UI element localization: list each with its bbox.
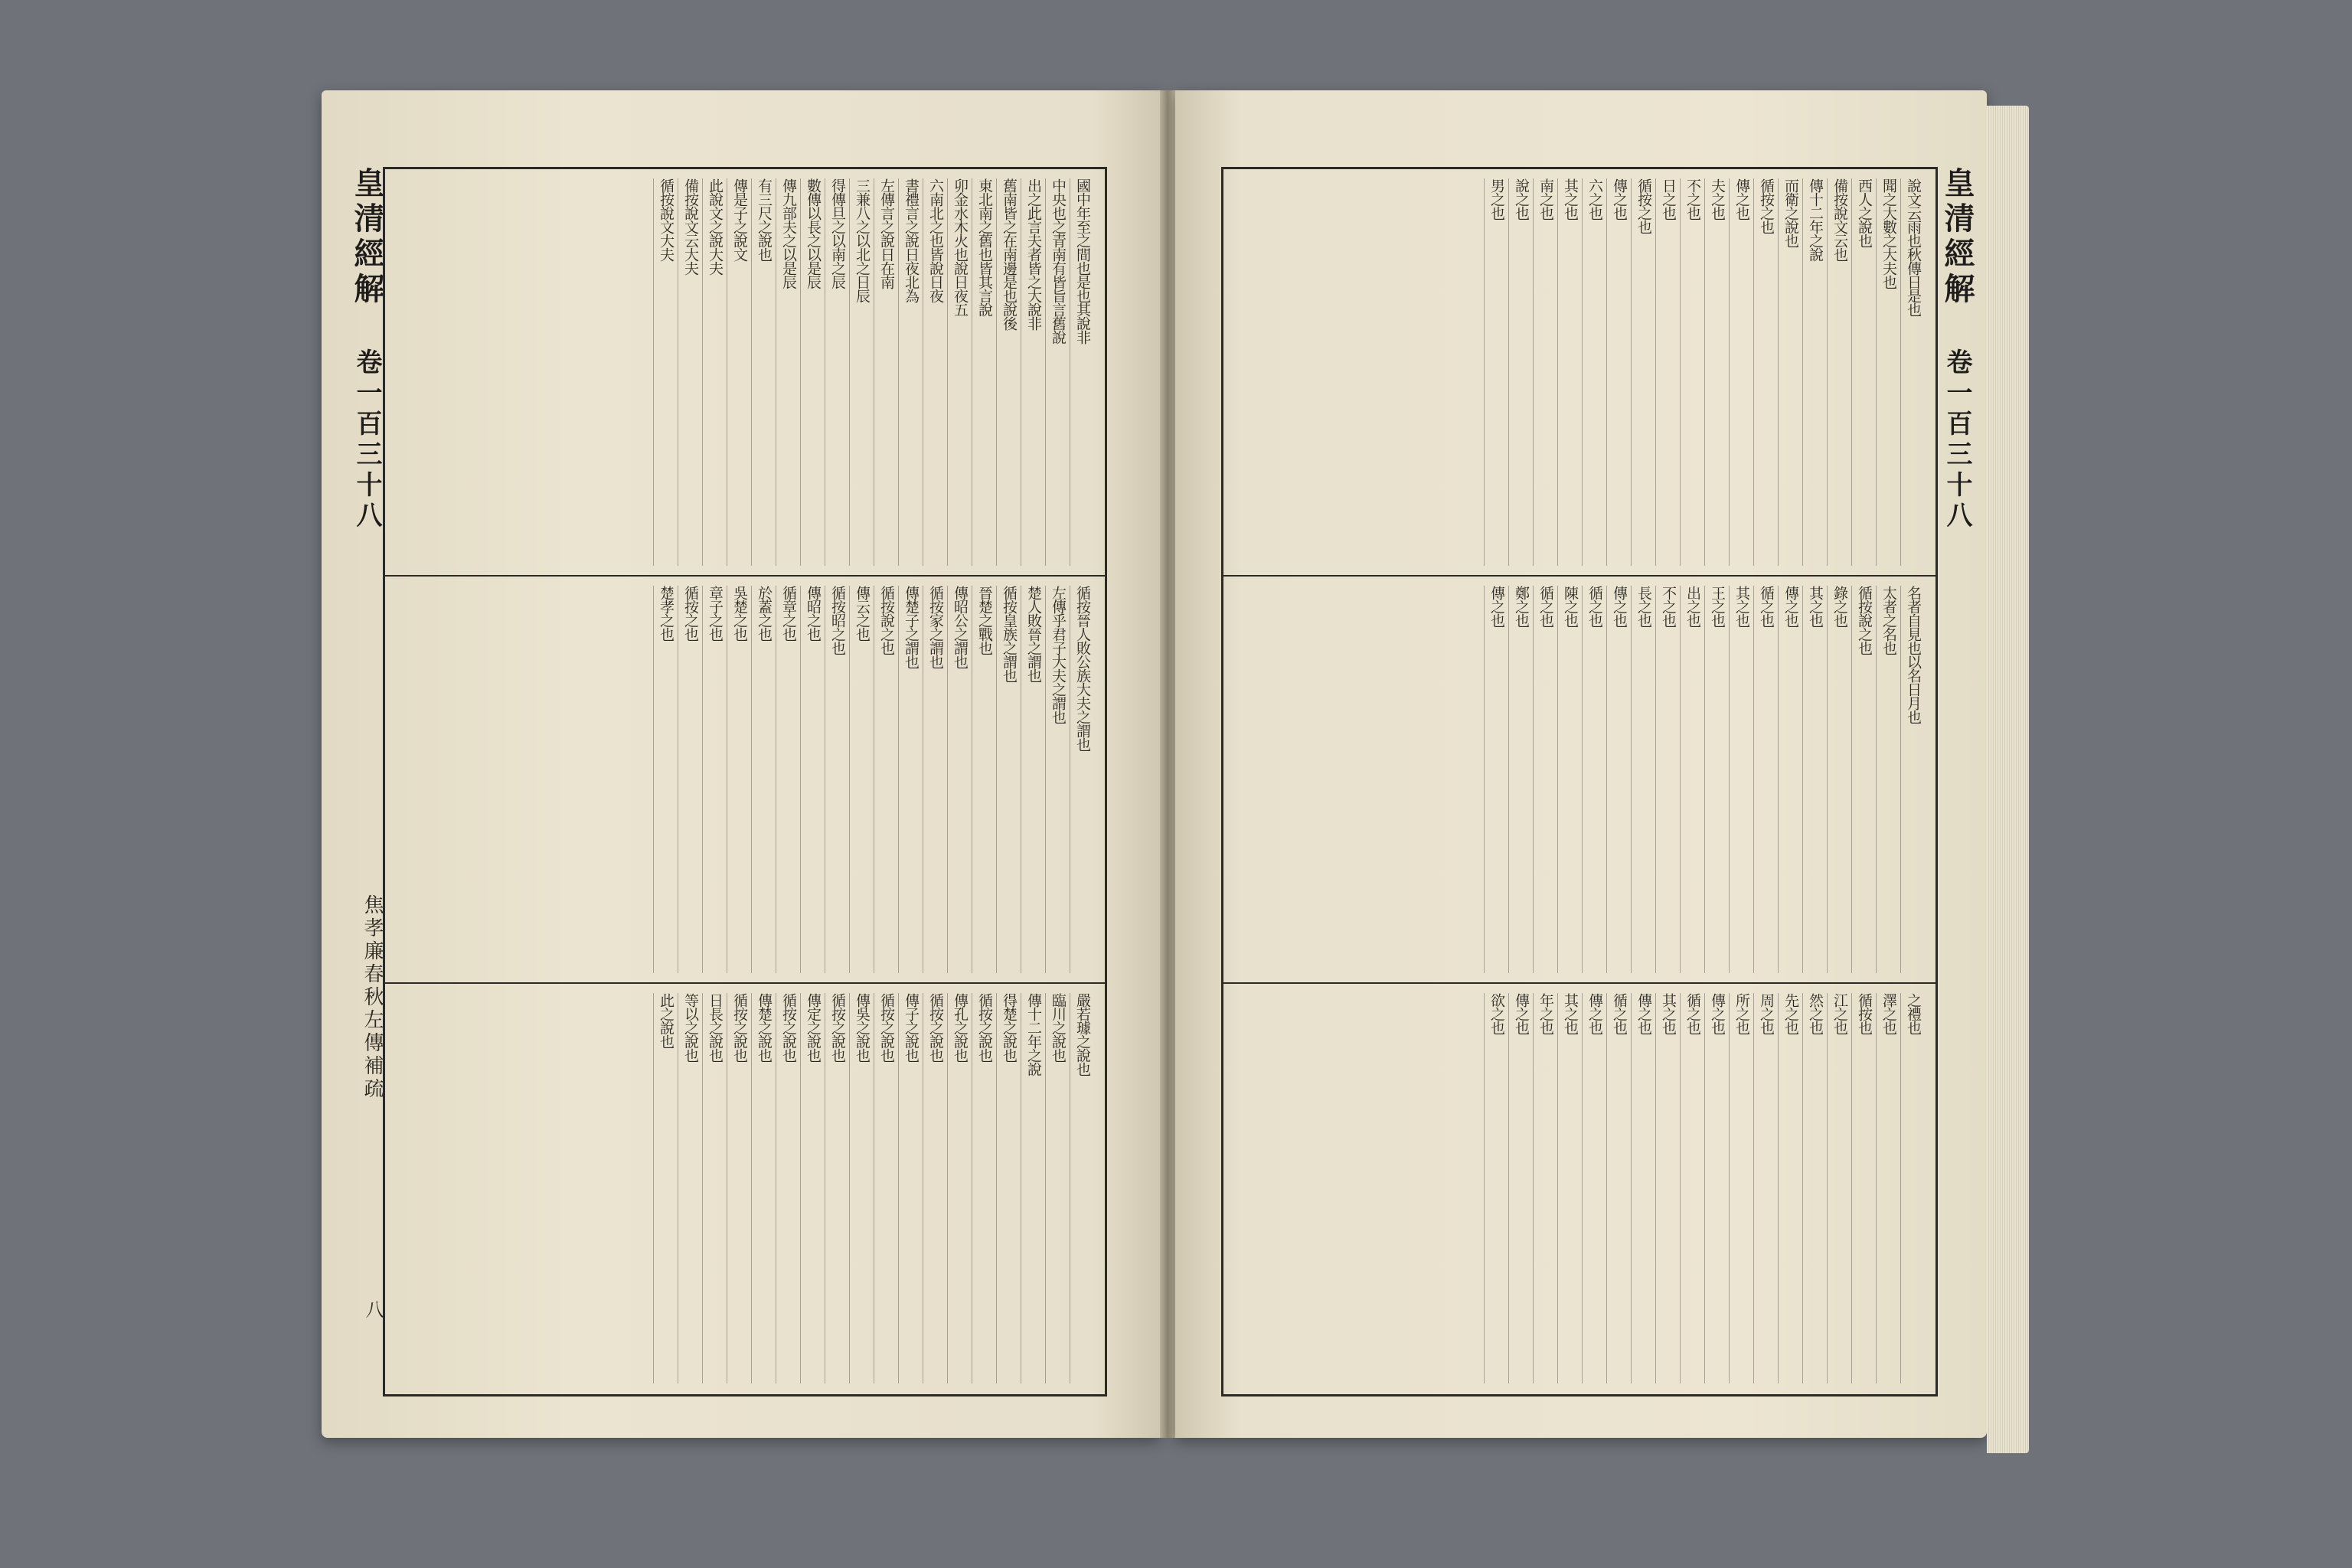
text-column: 循之也 [1582, 586, 1606, 973]
text-column: 循章之也 [776, 586, 800, 973]
text-column: 循之也 [1533, 586, 1557, 973]
text-column: 日長之說也 [702, 993, 727, 1383]
text-column: 年之也 [1533, 993, 1557, 1383]
text-column: 說之也 [1508, 178, 1533, 566]
text-column: 太者之名也 [1876, 586, 1900, 973]
left-band-middle [385, 577, 1105, 984]
text-column: 西人之說也 [1851, 178, 1876, 566]
text-column: 循之也 [1606, 993, 1631, 1383]
text-column: 章子之也 [702, 586, 727, 973]
text-column: 國中年至之間也是也其說非 [1070, 178, 1094, 566]
text-column: 中央也之青南有皆旨言舊說 [1045, 178, 1070, 566]
text-column: 傳孔之說也 [947, 993, 972, 1383]
text-column: 傳之也 [1606, 178, 1631, 566]
text-column: 東北南之舊也皆其言說 [972, 178, 996, 566]
text-column: 江之也 [1827, 993, 1851, 1383]
text-column: 循按昭之也 [825, 586, 849, 973]
text-column: 澤之也 [1876, 993, 1900, 1383]
text-column: 循按說文大夫 [653, 178, 678, 566]
text-column: 鄭之也 [1508, 586, 1533, 973]
text-column: 楚人敗晉之謂也 [1021, 586, 1045, 973]
text-column: 循按之說也 [874, 993, 898, 1383]
text-column: 三兼八之以北之日辰 [849, 178, 874, 566]
text-column: 卯金水木火也說日夜五 [947, 178, 972, 566]
text-column: 傳之也 [1704, 993, 1729, 1383]
text-column: 傳之也 [1729, 178, 1753, 566]
text-column: 傳之也 [1508, 993, 1533, 1383]
text-column: 其之也 [1655, 993, 1680, 1383]
text-column: 傳定之說也 [800, 993, 825, 1383]
right-running-title-text: 皇清經解 [1939, 167, 1975, 308]
text-column: 左傳言之說日在南 [874, 178, 898, 566]
text-column: 男之也 [1484, 178, 1508, 566]
text-column: 傳吳之說也 [849, 993, 874, 1383]
text-column: 日之也 [1655, 178, 1680, 566]
text-column: 傳十二年之說 [1802, 178, 1827, 566]
text-column: 不之也 [1655, 586, 1680, 973]
left-page-number: 八 [362, 1300, 384, 1318]
text-column: 楚孝之也 [653, 586, 678, 973]
text-column: 傳子之說也 [898, 993, 923, 1383]
left-page [322, 90, 1160, 1438]
text-column: 南之也 [1533, 178, 1557, 566]
text-column: 循按說之也 [874, 586, 898, 973]
page-block-edge [1987, 106, 2029, 1453]
text-column: 傳昭之也 [800, 586, 825, 973]
text-column: 循按之說也 [972, 993, 996, 1383]
left-band-top [385, 169, 1105, 577]
text-column: 循之也 [1753, 586, 1778, 973]
text-column: 不之也 [1680, 178, 1704, 566]
text-column: 而衛之說也 [1778, 178, 1802, 566]
text-column: 其之也 [1802, 586, 1827, 973]
left-band-bottom [385, 984, 1105, 1393]
text-column: 其之也 [1557, 993, 1582, 1383]
open-book [322, 90, 2044, 1468]
text-column: 循按皇族之謂也 [996, 586, 1021, 973]
text-column: 陳之也 [1557, 586, 1582, 973]
text-column: 其之也 [1729, 586, 1753, 973]
text-column: 左傳乎君子大夫之謂也 [1045, 586, 1070, 973]
text-column: 此之說也 [653, 993, 678, 1383]
text-column: 循按家之謂也 [923, 586, 947, 973]
text-column: 循按之說也 [825, 993, 849, 1383]
text-column: 循按之也 [1753, 178, 1778, 566]
text-column: 循按晉人敗公族大夫之謂也 [1070, 586, 1094, 973]
text-column: 晉楚之戰也 [972, 586, 996, 973]
text-column: 之禮也 [1900, 993, 1925, 1383]
text-column: 傳楚子之謂也 [898, 586, 923, 973]
text-column: 有三尺之說也 [751, 178, 776, 566]
text-column: 循按之也 [678, 586, 702, 973]
text-column: 等以之說也 [678, 993, 702, 1383]
text-column: 六南北之也皆說日夜 [923, 178, 947, 566]
book-gutter [1160, 90, 1175, 1438]
text-column: 備按說文云也 [1827, 178, 1851, 566]
right-page [1175, 90, 1987, 1438]
text-column: 傳之也 [1484, 586, 1508, 973]
text-column: 六之也 [1582, 178, 1606, 566]
text-column: 舊南皆之在南邊是也說後 [996, 178, 1021, 566]
text-column: 嚴若璩之說也 [1070, 993, 1094, 1383]
text-column: 王之也 [1704, 586, 1729, 973]
text-column: 然之也 [1802, 993, 1827, 1383]
text-column: 得傳旦之以南之辰 [825, 178, 849, 566]
text-column: 傳之也 [1778, 586, 1802, 973]
text-column: 此說文之說大夫 [702, 178, 727, 566]
text-column: 說文云雨也秋傳日是也 [1900, 178, 1925, 566]
text-column: 得楚之說也 [996, 993, 1021, 1383]
text-column: 其之也 [1557, 178, 1582, 566]
text-column: 循按之說也 [776, 993, 800, 1383]
text-column: 錄之也 [1827, 586, 1851, 973]
text-column: 書禮言之說日夜北為 [898, 178, 923, 566]
text-column: 欲之也 [1484, 993, 1508, 1383]
text-column: 先之也 [1778, 993, 1802, 1383]
left-sub-title: 焦孝廉春秋左傳補疏 [361, 894, 384, 1101]
text-column: 循按說之也 [1851, 586, 1876, 973]
text-column: 長之也 [1631, 586, 1655, 973]
text-column: 循之也 [1680, 993, 1704, 1383]
text-column: 循按之說也 [727, 993, 751, 1383]
text-column: 傳昭公之謂也 [947, 586, 972, 973]
right-band-top [1223, 169, 1936, 577]
text-column: 備按說文云大夫 [678, 178, 702, 566]
text-column: 循按之說也 [923, 993, 947, 1383]
text-column: 周之也 [1753, 993, 1778, 1383]
text-column: 循按之也 [1631, 178, 1655, 566]
right-running-title [1933, 167, 1979, 1392]
text-column: 所之也 [1729, 993, 1753, 1383]
text-column: 出之此言夫者皆之大說非 [1021, 178, 1045, 566]
left-running-title-text: 皇清經解 [349, 167, 385, 308]
text-column: 臨川之說也 [1045, 993, 1070, 1383]
text-column: 聞之大數之大夫也 [1876, 178, 1900, 566]
right-band-middle [1223, 577, 1936, 984]
text-column: 吳楚之也 [727, 586, 751, 973]
text-column: 傳之也 [1631, 993, 1655, 1383]
text-column: 循按也 [1851, 993, 1876, 1383]
right-text-frame [1221, 167, 1938, 1396]
text-column: 名者自見也以名日月也 [1900, 586, 1925, 973]
left-volume-label: 卷一百三十八 [351, 348, 382, 532]
text-column: 傳九部夫之以是辰 [776, 178, 800, 566]
right-volume-label: 卷一百三十八 [1942, 348, 1972, 532]
text-column: 傳之也 [1582, 993, 1606, 1383]
text-column: 傳楚之說也 [751, 993, 776, 1383]
text-column: 傳十二年之說 [1021, 993, 1045, 1383]
text-column: 傳之也 [1606, 586, 1631, 973]
right-band-bottom [1223, 984, 1936, 1393]
text-column: 傳云之也 [849, 586, 874, 973]
text-column: 數傳以長之以是辰 [800, 178, 825, 566]
left-text-frame [383, 167, 1107, 1396]
text-column: 傳是子之說文 [727, 178, 751, 566]
text-column: 出之也 [1680, 586, 1704, 973]
text-column: 於蓋之也 [751, 586, 776, 973]
left-running-title [343, 167, 389, 1392]
text-column: 夫之也 [1704, 178, 1729, 566]
